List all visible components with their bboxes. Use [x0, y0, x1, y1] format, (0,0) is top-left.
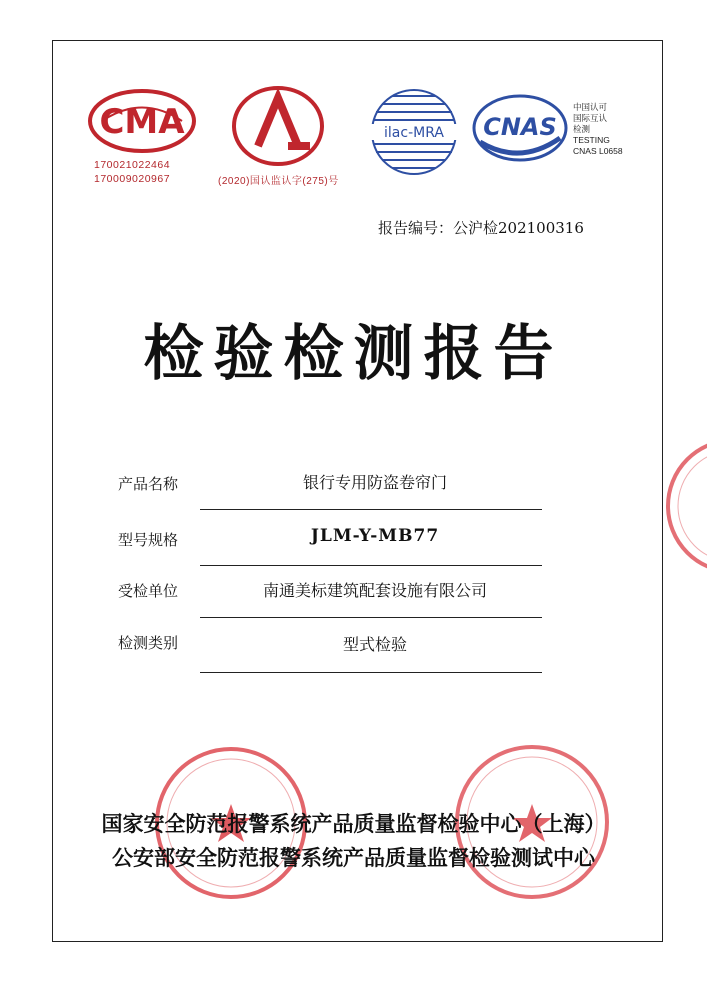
cnas-line: 国际互认 — [573, 113, 608, 123]
seal-edge-partial — [656, 436, 707, 576]
cma-code-2: 170009020967 — [94, 173, 171, 185]
ilac-mra-logo — [364, 86, 464, 178]
ilac-logo-text: ilac-MRA — [384, 125, 444, 141]
cma-logo-text: CMA — [99, 102, 185, 142]
field-underline — [200, 672, 542, 673]
cnas-line: 中国认可 — [573, 102, 608, 112]
cnas-side-text — [573, 102, 623, 157]
cal-logo-text: CAL — [276, 164, 280, 165]
cnas-logo-text: CNAS — [483, 113, 557, 141]
cnas-line: TESTING — [573, 135, 610, 145]
cnas-line: CNAS L0658 — [573, 146, 623, 156]
field-underline — [200, 509, 542, 510]
cma-code-1: 170021022464 — [94, 159, 171, 171]
field-value-test-type: 型式检验 — [342, 635, 407, 654]
field-value-client: 南通美标建筑配套设施有限公司 — [262, 581, 487, 600]
report-number: 报告编号：公沪检202100316 — [378, 219, 584, 237]
issuer-line-1: 国家安全防范报警系统产品质量监督检验中心（上海） — [101, 811, 606, 836]
issuer-line-2: 公安部安全防范报警系统产品质量监督检验测试中心 — [112, 845, 595, 870]
cnas-logo — [470, 90, 570, 166]
cnas-line: 检测 — [573, 124, 591, 134]
field-label-client: 受检单位 — [118, 583, 179, 600]
field-underline — [200, 565, 542, 566]
field-underline — [200, 617, 542, 618]
field-value-model: JLM-Y-MB77 — [310, 526, 440, 546]
cal-logo — [230, 84, 326, 168]
cma-logo — [88, 88, 196, 154]
field-label-model: 型号规格 — [118, 532, 179, 549]
cal-caption: (2020)国认监认字(275)号 — [218, 176, 339, 187]
field-label-test-type: 检测类别 — [118, 635, 179, 652]
field-label-product: 产品名称 — [118, 476, 179, 493]
field-value-product: 银行专用防盗卷帘门 — [302, 473, 447, 492]
page-title: 检验检测报告 — [143, 319, 564, 389]
